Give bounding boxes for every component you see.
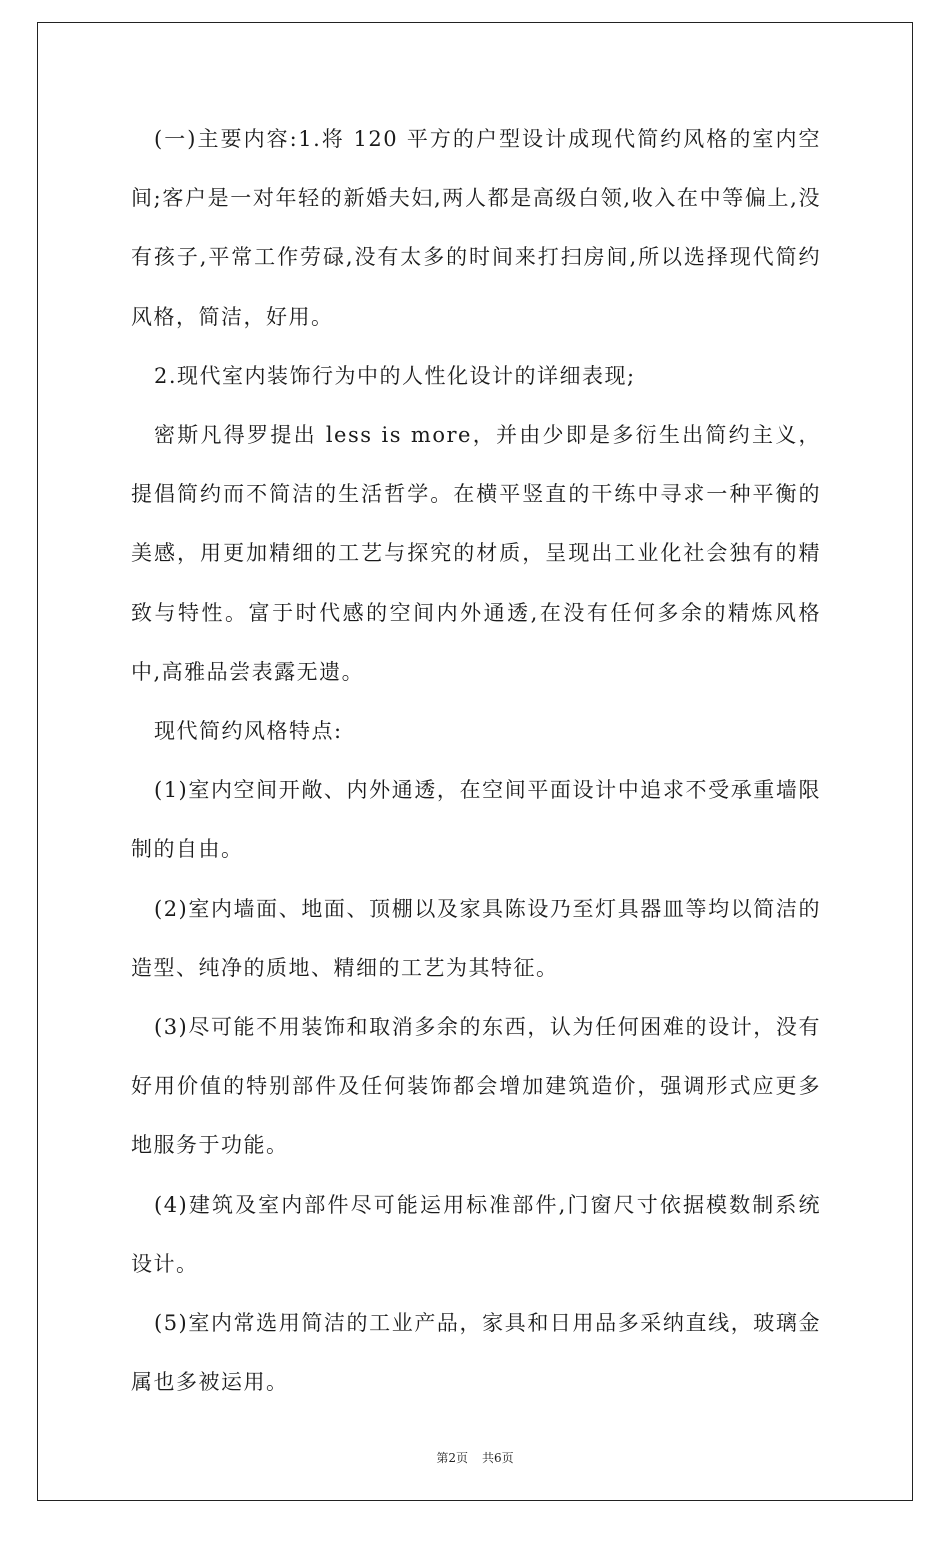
paragraph-humanized-design: 2.现代室内装饰行为中的人性化设计的详细表现; — [154, 363, 636, 388]
paragraph-feature-5: (5)室内常选用简洁的工业产品，家具和日用品多采纳直线，玻璃金属也多被运用。 — [131, 1311, 821, 1395]
paragraph-feature-2: (2)室内墙面、地面、顶棚以及家具陈设乃至灯具器皿等均以简洁的造型、纯净的质地、精细的工艺为其特征。 — [131, 896, 821, 980]
page-footer — [0, 1449, 950, 1467]
page-number-total: 共6页 — [482, 1451, 514, 1465]
paragraph-main-content: (一)主要内容:1.将 120 平方的户型设计成现代简约风格的室内空间;客户是一对年轻的新婚夫妇,两人都是高级白领,收入在中等偏上,没有孩子,平常工作劳碌,没有太多的时间来打扫房间,所以选择现代简约风格，简洁，好用。 — [131, 127, 821, 329]
paragraph-style-features-heading: 现代简约风格特点: — [154, 719, 343, 744]
paragraph-less-is-more: 密斯凡得罗提出 less is more，并由少即是多衍生出简约主义，提倡简约而不简洁的生活哲学。在横平竖直的干练中寻求一种平衡的美感，用更加精细的工艺与探究的材质，呈现出工业化社会独有的精致与特性。富于时代感的空间内外通透,在没有任何多余的精炼风格中,高雅品尝表露无遗。 — [131, 423, 821, 684]
page-number-current: 第2页 — [436, 1451, 468, 1465]
paragraph-feature-4: (4)建筑及室内部件尽可能运用标准部件,门窗尺寸依据模数制系统设计。 — [131, 1192, 821, 1276]
paragraph-feature-3: (3)尽可能不用装饰和取消多余的东西，认为任何困难的设计，没有好用价值的特别部件及任何装饰都会增加建筑造价，强调形式应更多地服务于功能。 — [131, 1015, 821, 1158]
paragraph-feature-1: (1)室内空间开敞、内外通透，在空间平面设计中追求不受承重墙限制的自由。 — [131, 778, 821, 862]
document-body — [131, 110, 821, 1412]
